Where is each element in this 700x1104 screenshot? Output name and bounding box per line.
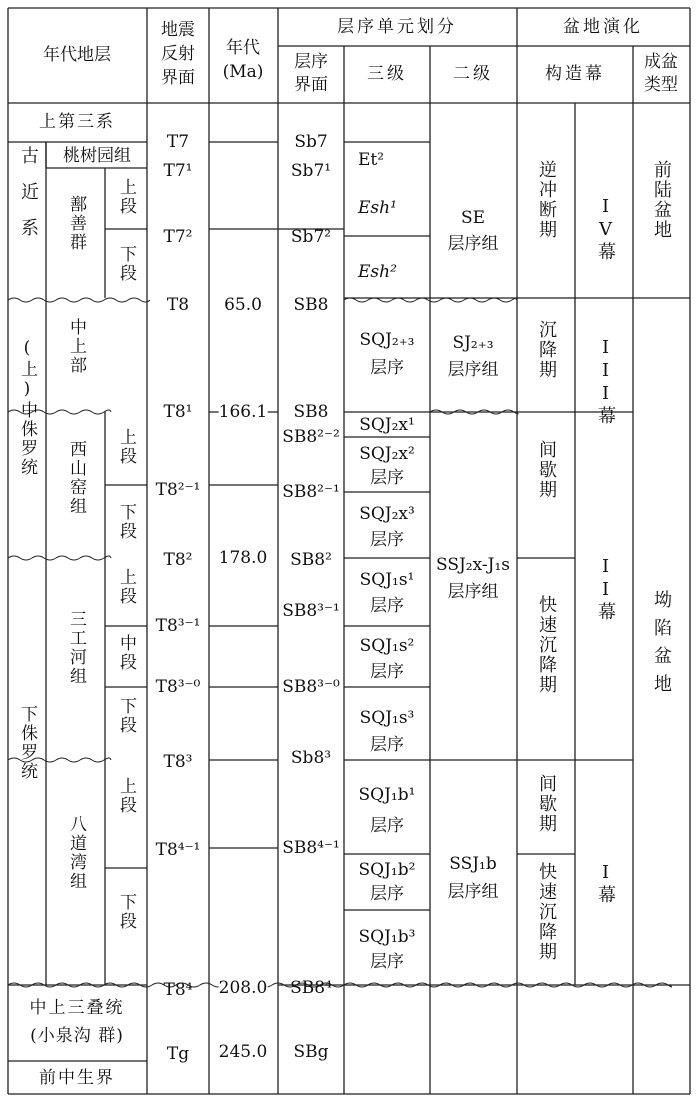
third-sqj2x1: SQJ₂x¹ — [359, 415, 415, 435]
second-ssj1b-label: 层序组 — [447, 882, 499, 902]
third-sqj1s3: SQJ₁s³ — [359, 708, 415, 728]
tectonic-chenjiang: 沉降期 — [536, 320, 557, 380]
tectonic-episode-iii: III幕 — [595, 337, 616, 426]
third-sqj1b3-label: 层序 — [370, 952, 404, 972]
seismic-t8: T8 — [166, 295, 190, 315]
third-sqj2x3: SQJ₂x³ — [359, 504, 415, 524]
second-ssj1b: SSJ₁b — [449, 854, 497, 874]
boundary-sbg: SBg — [293, 1042, 329, 1062]
third-sqj1s2-label: 层序 — [370, 662, 404, 682]
third-sqj2x3-label: 层序 — [370, 530, 404, 550]
tectonic-episode-ii: II幕 — [595, 556, 616, 622]
age-166: 166.1 — [218, 402, 268, 422]
strata-guji: 古近系 — [18, 146, 39, 254]
seismic-t8-4-1: T8⁴⁻¹ — [155, 840, 201, 860]
header-age-2: (Ma) — [222, 62, 264, 82]
strata-zhongzhuluo: (上)中侏罗统 — [17, 338, 37, 477]
third-sqj1b2: SQJ₁b² — [358, 860, 416, 880]
seismic-t8-3-0: T8³⁻⁰ — [155, 677, 201, 697]
tectonic-nichong: 逆冲断期 — [536, 160, 557, 240]
seismic-t8-4: T8⁴ — [163, 980, 193, 1000]
tectonic-jianxie-1: 间歇期 — [536, 440, 557, 500]
boundary-sb7-2: Sb7² — [290, 227, 332, 247]
boundary-sb7: Sb7 — [294, 132, 328, 152]
age-178: 178.0 — [218, 548, 268, 568]
seismic-tg: Tg — [166, 1044, 190, 1064]
seismic-t8-2-1: T8²⁻¹ — [155, 480, 201, 500]
seismic-t7-1: T7¹ — [163, 161, 193, 181]
second-ssj2x-label: 层序组 — [447, 582, 499, 602]
header-seismic-3: 界面 — [161, 68, 195, 88]
boundary-sb8-3-0: SB8³⁻⁰ — [282, 677, 340, 697]
basin-depression: 坳陷盆地 — [651, 590, 672, 702]
strata-badaowan-lower: 下段 — [116, 893, 136, 931]
header-sequence-units: 层序单元划分 — [337, 17, 457, 37]
boundary-sb8-b: SB8 — [293, 402, 329, 422]
seismic-t8-3: T8³ — [163, 752, 193, 772]
strata-qianzhongsheng: 前中生界 — [39, 1068, 115, 1088]
basin-foreland: 前陆盆地 — [651, 160, 672, 240]
strata-sangonghe-lower: 下段 — [116, 697, 136, 735]
age-245: 245.0 — [218, 1042, 268, 1062]
header-basin-type-2: 类型 — [644, 75, 678, 95]
boundary-sb8-3: Sb8³ — [290, 748, 332, 768]
header-seismic-2: 反射 — [161, 44, 195, 64]
second-ssj2x: SSJ₂x-J₁s — [435, 555, 511, 575]
strata-xishanyao-lower: 下段 — [116, 503, 136, 541]
third-sqj1b3: SQJ₁b³ — [358, 927, 416, 947]
seismic-t7: T7 — [166, 132, 190, 152]
seismic-t7-2: T7² — [163, 227, 193, 247]
second-sj23-label: 层序组 — [447, 360, 499, 380]
strata-zhongshangbu: 中上部 — [66, 318, 86, 375]
third-et2: Et² — [358, 150, 385, 170]
third-esh2: Esh² — [358, 262, 397, 282]
strata-shanshan-upper: 上段 — [116, 178, 136, 216]
header-boundary-1: 层序 — [294, 52, 328, 72]
tectonic-kuaisu-2: 快速沉降期 — [536, 862, 557, 962]
boundary-sb8-2: SB8² — [290, 550, 332, 570]
boundary-sb8-4-1: SB8⁴⁻¹ — [282, 838, 340, 858]
second-sj23: SJ₂₊₃ — [452, 333, 494, 353]
boundary-sb8-3-1: SB8³⁻¹ — [282, 601, 340, 621]
header-boundary-2: 界面 — [294, 75, 328, 95]
boundary-sb8: SB8 — [293, 295, 329, 315]
third-sqj1s1: SQJ₁s¹ — [359, 570, 415, 590]
strata-badaowan: 八道湾组 — [66, 815, 86, 891]
header-era-strata: 年代地层 — [43, 45, 111, 65]
header-third-order: 三级 — [367, 64, 407, 84]
header-basin-evolution: 盆地演化 — [563, 17, 643, 37]
header-tectonic-episode: 构造幕 — [545, 64, 605, 84]
tectonic-jianxie-2: 间歇期 — [536, 774, 557, 834]
strata-shanshan-lower: 下段 — [116, 245, 136, 283]
strata-taoshuyuan: 桃树园组 — [63, 146, 131, 166]
strata-xiaoquangou: (小泉沟 群) — [30, 1026, 124, 1046]
third-sqj1b1: SQJ₁b¹ — [358, 785, 416, 805]
strata-shang-disanxi: 上第三系 — [39, 112, 115, 132]
third-sqj1s3-label: 层序 — [370, 735, 404, 755]
strata-badaowan-upper: 上段 — [116, 777, 136, 815]
strata-sangonghe: 三工河组 — [66, 610, 86, 686]
second-se: SE — [460, 208, 486, 228]
boundary-sb8-2-1: SB8²⁻¹ — [282, 482, 340, 502]
third-sqj1b1-label: 层序 — [370, 816, 404, 836]
strata-sandie: 中上三叠统 — [29, 998, 125, 1018]
third-sqj23-label: 层序 — [370, 358, 404, 378]
third-sqj1s2: SQJ₁s² — [359, 636, 415, 656]
strata-sangonghe-upper: 上段 — [116, 568, 136, 606]
header-seismic-1: 地震 — [161, 20, 195, 40]
header-second-order: 二级 — [453, 64, 493, 84]
third-sqj23: SQJ₂₊₃ — [359, 330, 415, 350]
third-sqj2x2: SQJ₂x² — [359, 444, 415, 464]
tectonic-episode-iv: IV幕 — [595, 196, 616, 262]
strata-xishanyao-upper: 上段 — [116, 428, 136, 466]
boundary-sb8-2-2: SB8²⁻² — [282, 427, 340, 447]
third-sqj1s1-label: 层序 — [370, 596, 404, 616]
strata-sangonghe-middle: 中段 — [116, 634, 136, 672]
tectonic-kuaisu-1: 快速沉降期 — [536, 595, 557, 695]
age-65: 65.0 — [224, 295, 262, 315]
strata-shanshan: 鄯善群 — [66, 195, 86, 252]
third-sqj1b2-label: 层序 — [370, 884, 404, 904]
seismic-t8-2: T8² — [163, 550, 193, 570]
age-208: 208.0 — [218, 978, 268, 998]
tectonic-episode-i: I幕 — [595, 862, 616, 905]
header-age-1: 年代 — [226, 38, 260, 58]
third-sqj2x2-label: 层序 — [370, 468, 404, 488]
boundary-sb8-4: SB8⁴ — [290, 978, 332, 998]
third-esh1: Esh¹ — [358, 198, 397, 218]
seismic-t8-3-1: T8³⁻¹ — [155, 616, 201, 636]
seismic-t8-1: T8¹ — [163, 402, 193, 422]
header-basin-type-1: 成盆 — [644, 52, 678, 72]
strata-xiazhuluo: 下侏罗统 — [17, 705, 37, 781]
boundary-sb7-1: Sb7¹ — [290, 161, 332, 181]
second-se-label: 层序组 — [447, 234, 499, 254]
strata-xishanyao: 西山窑组 — [66, 440, 86, 516]
